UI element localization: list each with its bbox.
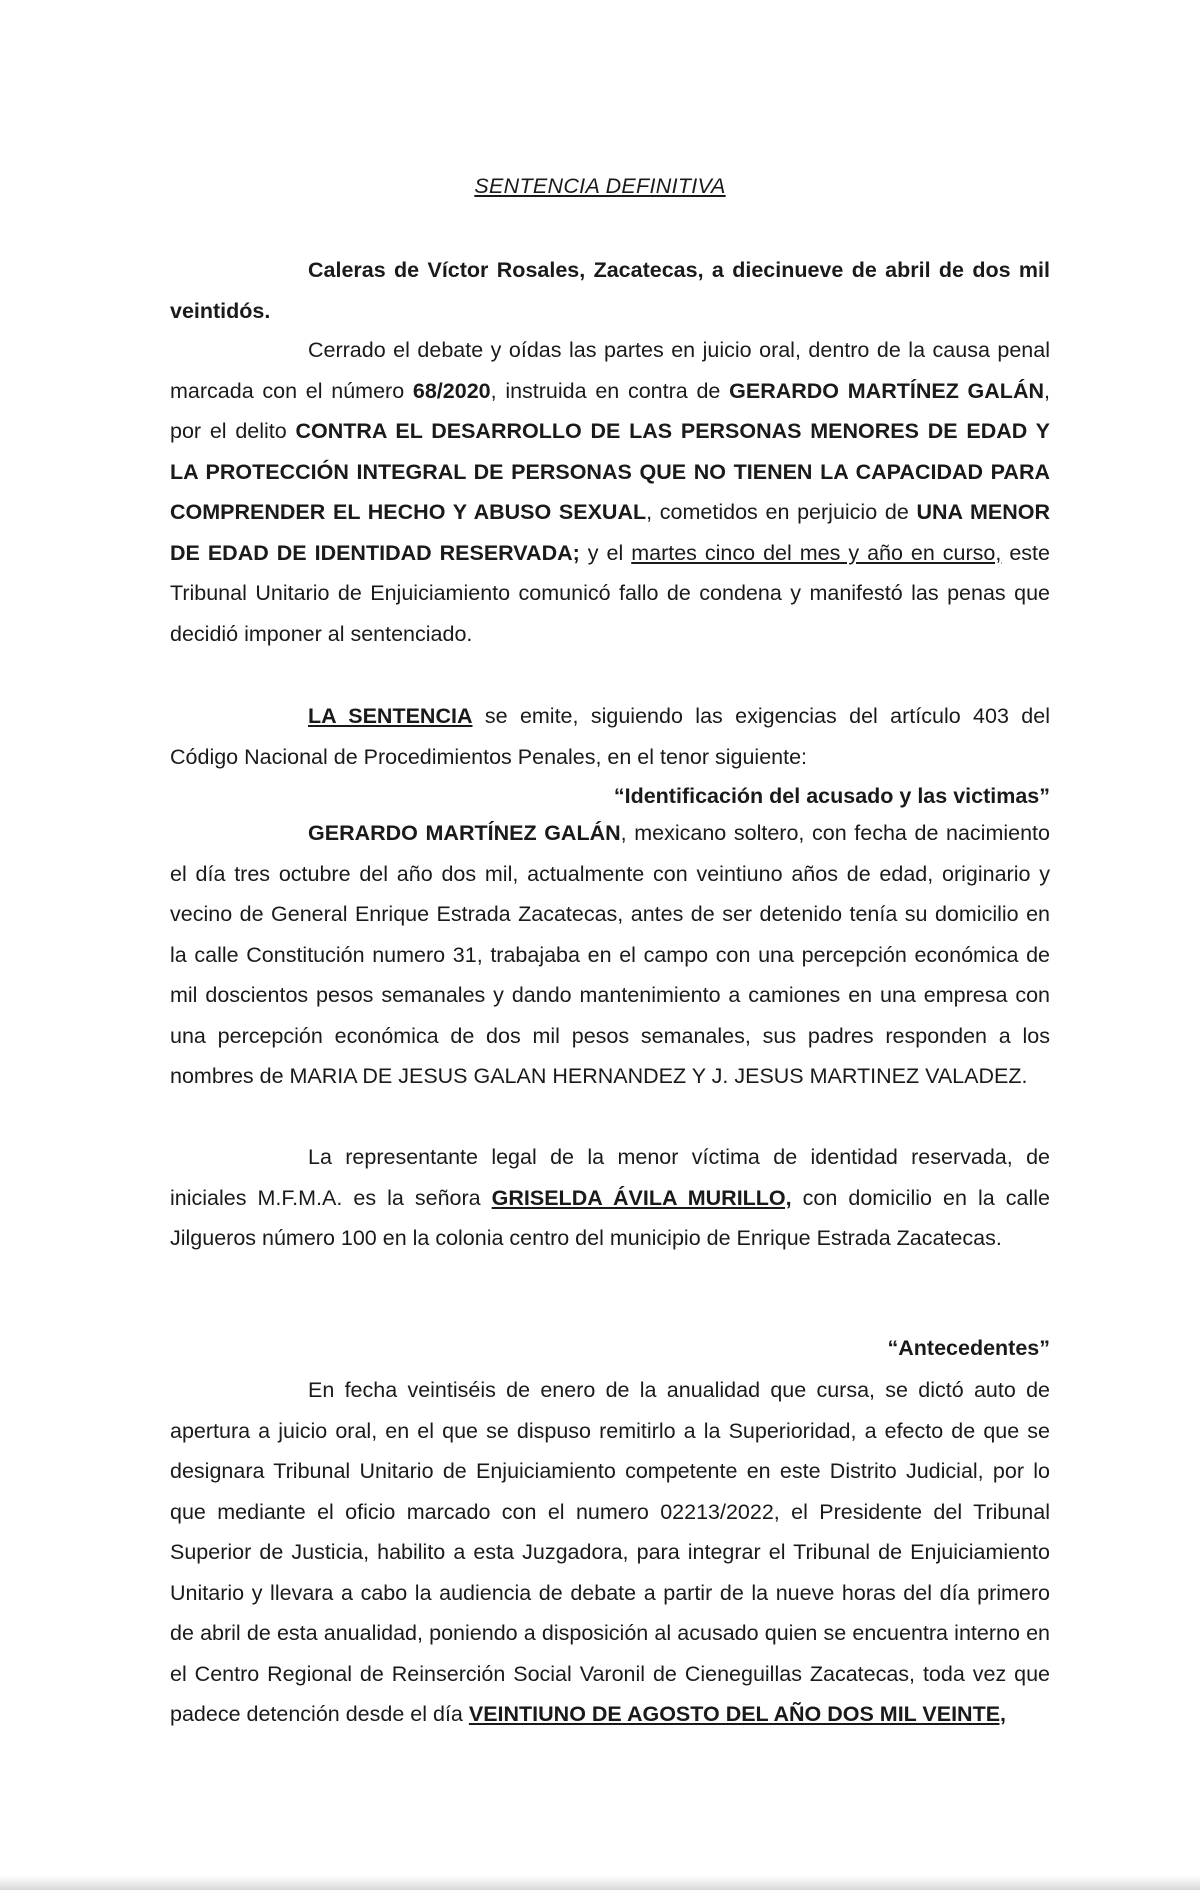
text-run: , mexicano soltero, con fecha de nacimiento el día tres octubre del año dos mil, actualmente con veintiuno años de edad, originario y vecino de General Enrique Estrada Zacatecas, antes de ser detenido tenía su domicilio en la calle Constitución numero 31, trabajaba en el campo con una percepción económica de mil doscientos pesos semanales y dando mantenimiento a camiones en una empresa con una percepción económica de dos mil pesos semanales, sus padres responden a los nombres de MARIA DE JESUS GALAN HERNANDEZ Y J. JESUS MARTINEZ VALADEZ. [170,821,1050,1088]
text-run: La representante legal de la menor víctima de identidad reservada, de iniciales M.F.M.A. es la señora [170,1145,1050,1210]
heading-identificacion [170,776,1050,817]
scan-bottom-edge [0,1876,1200,1890]
text-run: UNA MENOR DE EDAD DE IDENTIDAD RESERVADA; [170,500,1050,565]
paragraph-la-sentencia [170,696,1050,777]
text-run: Cerrado el debate y oídas las partes en juicio oral, dentro de la causa penal marcada con el número [170,338,1050,403]
paragraph-representante [170,1137,1050,1259]
text-run: martes cinco del mes y año en curso, [631,540,1002,565]
heading-antecedentes [170,1328,1050,1369]
text-run: GRISELDA ÁVILA MURILLO, [491,1185,792,1210]
text-run: 68/2020 [412,378,491,403]
paragraph-antecedentes [170,1370,1050,1735]
document-title: SENTENCIA DEFINITIVA [474,174,726,198]
text-run: , por el delito [170,378,1050,443]
text-run: “Identificación del acusado y las victimas” [613,784,1050,808]
text-run: CONTRA EL DESARROLLO DE LAS PERSONAS MENORES DE EDAD Y LA PROTECCIÓN INTEGRAL DE PERSONAS QUE NO TIENEN LA CAPACIDAD PARA COMPRENDER EL HECHO Y ABUSO SEXUAL [170,419,1050,524]
paragraph-intro [170,330,1050,654]
text-run: GERARDO MARTÍNEZ GALÁN [729,378,1044,403]
text-run: En fecha veintiséis de enero de la anualidad que cursa, se dictó auto de apertura a juicio oral, en el que se dispuso remitirlo a la Superioridad, a efecto de que se designara Tribunal Unitario de Enjuiciamiento competente en este Distrito Judicial, por lo que mediante el oficio marcado con el numero 02213/2022, el Presidente del Tribunal Superior de Justicia, habilito a esta Juzgadora, para integrar el Tribunal de Enjuiciamiento Unitario y llevara a cabo la audiencia de debate a partir de la nueve horas del día primero de abril de esta anualidad, poniendo a disposición al acusado quien se encuentra interno en el Centro Regional de Reinserción Social Varonil de Cieneguillas Zacatecas, toda vez que padece detención desde el día [170,1378,1050,1726]
text-run: con domicilio en la calle Jilgueros número 100 en la colonia centro del municipio de Enrique Estrada Zacatecas. [170,1185,1050,1250]
text-run: se emite, siguiendo las exigencias del artículo 403 del Código Nacional de Procedimientos Penales, en el tenor siguiente: [170,704,1050,769]
text-run: , cometidos en perjuicio de [646,500,917,524]
text-run: LA SENTENCIA [308,704,473,728]
paragraph-acusado [170,813,1050,1097]
paragraph-place-date [170,250,1050,331]
text-run: y el [579,540,632,565]
text-run: , instruida en contra de [490,378,730,403]
text-run: VEINTIUNO DE AGOSTO DEL AÑO DOS MIL VEINTE, [468,1702,1007,1726]
text-run: GERARDO MARTÍNEZ GALÁN [308,821,621,845]
text-run: Caleras de Víctor Rosales, Zacatecas, a diecinueve de abril de dos mil veintidós. [170,258,1050,323]
text-run: “Antecedentes” [887,1336,1050,1360]
text-run: este Tribunal Unitario de Enjuiciamiento comunicó fallo de condena y manifestó las penas que decidió imponer al sentenciado. [170,540,1050,646]
